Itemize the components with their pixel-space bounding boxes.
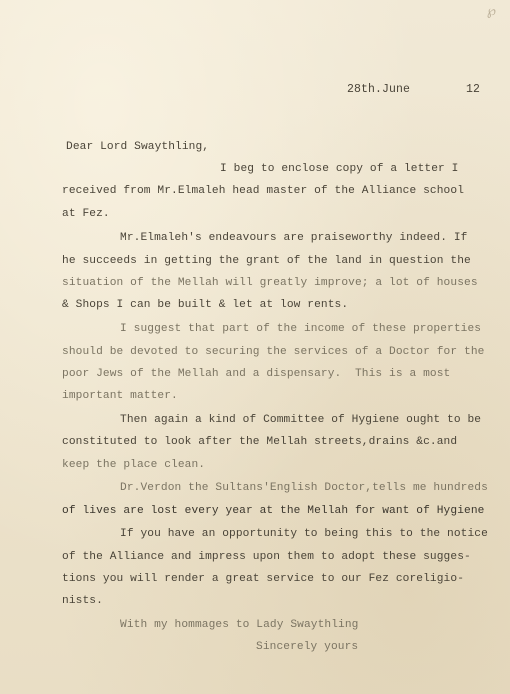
- letter-line: of lives are lost every year at the Mellah for want of Hygiene: [62, 505, 485, 517]
- letter-line: tions you will render a great service to our Fez coreligio-: [62, 573, 465, 585]
- corner-mark: ℘: [486, 4, 496, 19]
- letter-line: at Fez.: [62, 208, 110, 220]
- letter-line: received from Mr.Elmaleh head master of the Alliance school: [62, 185, 465, 197]
- letter-line: If you have an opportunity to being this to the notice: [120, 528, 488, 540]
- letter-line: & Shops I can be built & let at low rents.: [62, 299, 349, 311]
- letter-line: nists.: [62, 595, 103, 607]
- letter-date: 28th.June 12: [347, 83, 481, 96]
- letter-line: I suggest that part of the income of these properties: [120, 323, 482, 335]
- letter-line: Then again a kind of Committee of Hygiene ought to be: [120, 414, 482, 426]
- letter-line: of the Alliance and impress upon them to adopt these sugges-: [62, 551, 471, 563]
- letter-line: should be devoted to securing the services of a Doctor for the: [62, 346, 485, 358]
- letter-line: With my hommages to Lady Swaythling: [120, 619, 359, 631]
- letter-line: he succeeds in getting the grant of the land in question the: [62, 255, 471, 267]
- letter-line: important matter.: [62, 390, 178, 402]
- salutation: Dear Lord Swaythling,: [66, 141, 210, 153]
- letter-line: poor Jews of the Mellah and a dispensary. This is a most: [62, 368, 451, 380]
- letter-line: Dr.Verdon the Sultans'English Doctor,tells me hundreds: [120, 482, 488, 494]
- letter-line: situation of the Mellah will greatly improve; a lot of houses: [62, 277, 478, 289]
- letter-line: keep the place clean.: [62, 459, 206, 471]
- letter-line: I beg to enclose copy of a letter I: [220, 163, 459, 175]
- letter-line: constituted to look after the Mellah streets,drains &c.and: [62, 436, 458, 448]
- letter-line: Mr.Elmaleh's endeavours are praiseworthy indeed. If: [120, 232, 468, 244]
- closing: Sincerely yours: [256, 641, 359, 653]
